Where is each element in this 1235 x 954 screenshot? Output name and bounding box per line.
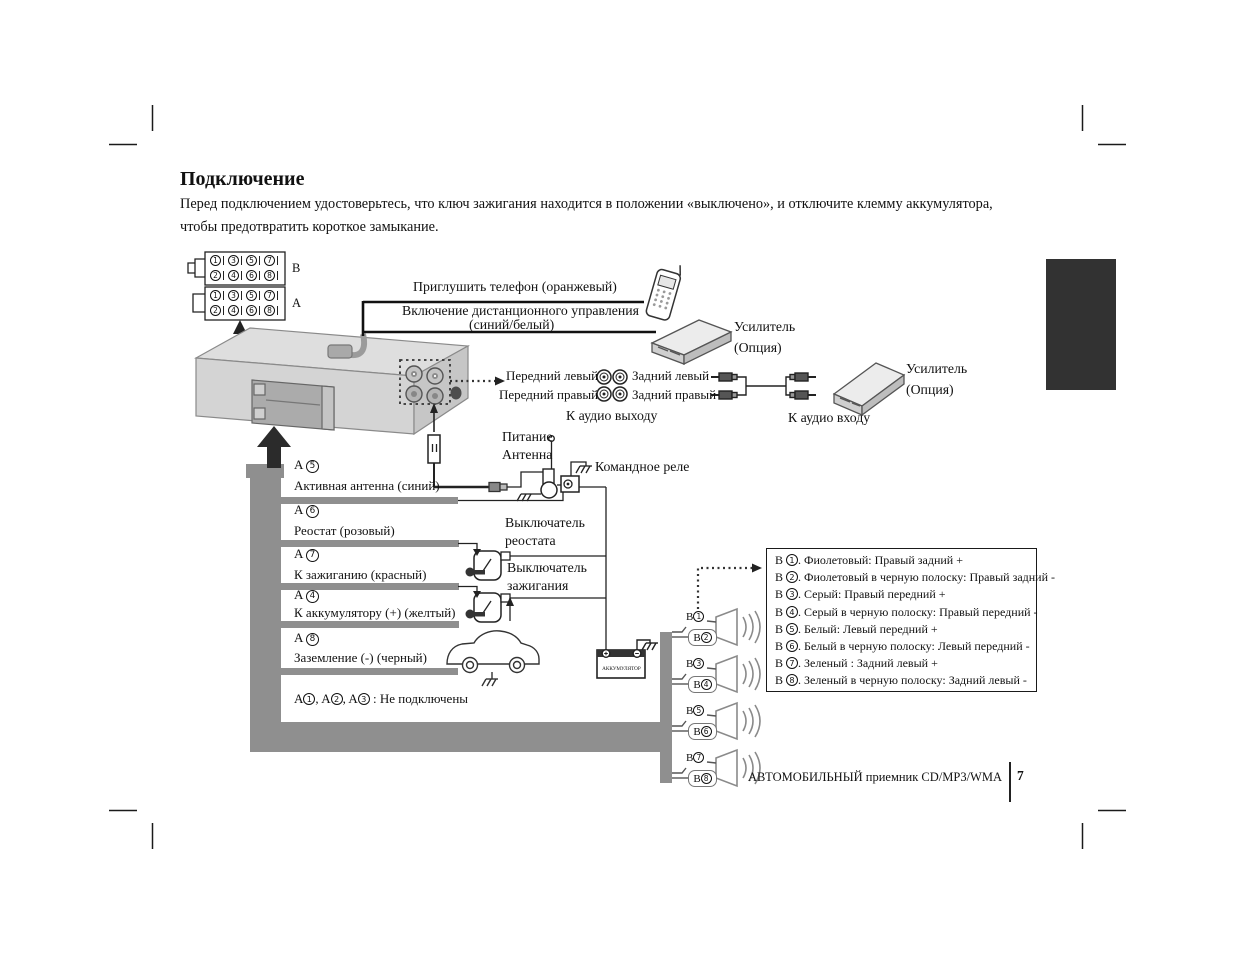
circled-number-5: 5 bbox=[693, 705, 704, 716]
pin-contact bbox=[259, 271, 261, 280]
antenna-jack bbox=[451, 387, 462, 400]
remote-on-label: Включение дистанционного управления bbox=[402, 303, 639, 318]
connector-row-a-label: A bbox=[292, 296, 302, 310]
pin-contact bbox=[223, 291, 225, 300]
a-wire-pin-4: A 4 bbox=[294, 588, 319, 603]
intro-line1: Перед подключением удостоверьтесь, что ключ зажигания находится в положении «выключено», и отключите клемму аккумулятора, bbox=[180, 196, 993, 212]
rheostat-switch-label2: реостата bbox=[505, 533, 556, 548]
circled-number-1: 1 bbox=[693, 611, 704, 622]
a-wire-desc-7: К зажиганию (красный) bbox=[294, 567, 427, 582]
amplifier2-icon bbox=[834, 363, 904, 415]
a-wire-pin-6: A 6 bbox=[294, 503, 319, 518]
command-relay-label: Командное реле bbox=[595, 459, 690, 474]
harness-up-arrow bbox=[257, 426, 291, 468]
circled-number-4: 4 bbox=[228, 305, 239, 316]
circled-number-7: 7 bbox=[264, 290, 275, 301]
ignition-switch-label2: зажигания bbox=[507, 578, 569, 593]
pin-contact bbox=[277, 271, 279, 280]
circled-number-5: 5 bbox=[246, 255, 257, 266]
pin-8 bbox=[264, 305, 278, 316]
legend-row-B4: B 4 . Серый в черную полоску: Правый передний - bbox=[775, 604, 1038, 619]
circled-number-1: 1 bbox=[303, 693, 315, 705]
amplifier2-option-label: (Опция) bbox=[906, 382, 954, 397]
pin-4 bbox=[228, 270, 242, 281]
amplifier2-label: Усилитель bbox=[906, 361, 968, 376]
ignition-switch-label1: Выключатель bbox=[507, 560, 587, 575]
pin-8 bbox=[264, 270, 278, 281]
phone-icon bbox=[645, 260, 684, 321]
pin-contact bbox=[241, 256, 243, 265]
car-icon bbox=[447, 631, 539, 686]
pin-3 bbox=[228, 255, 242, 266]
phone-mute-label: Приглушить телефон (оранжевый) bbox=[413, 279, 617, 294]
page-title: Подключение bbox=[180, 168, 305, 190]
speaker-wire-tag-B2: B 2 bbox=[688, 629, 717, 646]
pin-contact bbox=[259, 256, 261, 265]
legend-row-B8: B 8 . Зеленый в черную полоску: Задний левый - bbox=[775, 673, 1027, 688]
a-wire-desc-8: Заземление (-) (черный) bbox=[294, 650, 427, 665]
circled-number-6: 6 bbox=[701, 726, 712, 737]
pin-1 bbox=[210, 290, 224, 301]
front-left-label: Передний левый bbox=[506, 368, 599, 383]
pin-contact bbox=[223, 306, 225, 315]
circled-number-2: 2 bbox=[210, 270, 221, 281]
ground-icon bbox=[482, 679, 498, 686]
remote-on-label2: (синий/белый) bbox=[469, 317, 555, 332]
legend-pointer bbox=[698, 564, 762, 610]
circled-number-6: 6 bbox=[246, 270, 257, 281]
circled-number-4: 4 bbox=[786, 606, 798, 618]
antenna-label: Антенна bbox=[502, 447, 553, 462]
pin-contact bbox=[277, 306, 279, 315]
a-wire-pin-7: A 7 bbox=[294, 547, 319, 562]
circled-number-3: 3 bbox=[693, 658, 704, 669]
head-unit-icon bbox=[196, 328, 468, 434]
connector-pins-a-top bbox=[210, 290, 282, 301]
a-wire-desc-4: К аккумулятору (+) (желтый) bbox=[294, 605, 456, 620]
circled-number-3: 3 bbox=[358, 693, 370, 705]
circled-number-2: 2 bbox=[210, 305, 221, 316]
circled-number-4: 4 bbox=[228, 270, 239, 281]
speaker-wire-tag-B4: B 4 bbox=[688, 676, 717, 693]
pin-2 bbox=[210, 305, 224, 316]
a-wire-desc-6: Реостат (розовый) bbox=[294, 523, 395, 538]
rheostat-switch-label1: Выключатель bbox=[505, 515, 585, 530]
circled-number-7: 7 bbox=[693, 752, 704, 763]
rear-left-label: Задний левый bbox=[632, 368, 710, 383]
not-connected-note: A 1 , A 2 , A 3 : Не подключены bbox=[294, 691, 469, 706]
speaker-wire-label-B7: B 7 bbox=[685, 752, 705, 764]
circled-number-5: 5 bbox=[306, 460, 319, 473]
legend-row-B6: B 6 . Белый в черную полоску: Левый передний - bbox=[775, 639, 1030, 654]
ground-icon bbox=[642, 643, 658, 650]
pin-6 bbox=[246, 270, 260, 281]
circled-number-6: 6 bbox=[246, 305, 257, 316]
speaker-icon bbox=[716, 656, 760, 692]
footer-divider bbox=[1009, 762, 1011, 802]
ground-icon bbox=[576, 466, 592, 473]
pin-contact bbox=[259, 306, 261, 315]
circled-number-1: 1 bbox=[210, 255, 221, 266]
speaker-wire-tag-B6: B 6 bbox=[688, 723, 717, 740]
speaker-wire-legend bbox=[766, 548, 1056, 692]
speaker-wire-tag-B8: B 8 bbox=[688, 770, 717, 787]
pin-contact bbox=[223, 256, 225, 265]
pin-contact bbox=[259, 291, 261, 300]
circled-number-2: 2 bbox=[331, 693, 343, 705]
legend-row-B3: B 3 . Серый: Правый передний + bbox=[775, 587, 946, 602]
circled-number-1: 1 bbox=[786, 554, 798, 566]
circled-number-4: 4 bbox=[306, 590, 319, 603]
pin-7 bbox=[264, 255, 278, 266]
rca-jacks bbox=[597, 370, 627, 401]
rca-cable-icon bbox=[711, 373, 816, 399]
power-label: Питание bbox=[502, 429, 553, 444]
circled-number-8: 8 bbox=[306, 633, 319, 646]
circled-number-2: 2 bbox=[786, 571, 798, 583]
circled-number-8: 8 bbox=[264, 305, 275, 316]
pin-contact bbox=[277, 256, 279, 265]
unit-socket bbox=[252, 380, 334, 430]
circled-number-7: 7 bbox=[264, 255, 275, 266]
pin-contact bbox=[241, 271, 243, 280]
circled-number-2: 2 bbox=[701, 632, 712, 643]
circled-number-6: 6 bbox=[786, 640, 798, 652]
cable-grommet bbox=[328, 345, 352, 358]
pin-1 bbox=[210, 255, 224, 266]
pin-5 bbox=[246, 290, 260, 301]
pin-contact bbox=[241, 306, 243, 315]
circled-number-5: 5 bbox=[786, 623, 798, 635]
amplifier1-option-label: (Опция) bbox=[734, 340, 782, 355]
connector-pins-b-top bbox=[210, 255, 282, 266]
circled-number-8: 8 bbox=[264, 270, 275, 281]
circled-number-3: 3 bbox=[228, 255, 239, 266]
section-tab bbox=[1046, 259, 1116, 390]
connector-pins-a-bottom bbox=[210, 305, 282, 316]
circled-number-8: 8 bbox=[701, 773, 712, 784]
pin-4 bbox=[228, 305, 242, 316]
footer-page-number: 7 bbox=[1017, 768, 1024, 783]
legend-row-B5: B 5 . Белый: Левый передний + bbox=[775, 621, 938, 636]
speaker-icons bbox=[716, 609, 760, 786]
rear-right-label: Задний правый bbox=[632, 387, 717, 402]
circled-number-7: 7 bbox=[306, 549, 319, 562]
pin-contact bbox=[241, 291, 243, 300]
connector-pins-b-bottom bbox=[210, 270, 282, 281]
legend-row-B7: B 7 . Зеленый : Задний левый + bbox=[775, 656, 938, 671]
speaker-wire-label-B5: B 5 bbox=[685, 705, 705, 717]
pin-contact bbox=[223, 271, 225, 280]
a-wire-pin-8: A 8 bbox=[294, 631, 319, 646]
to-audio-input-label: К аудио входу bbox=[788, 410, 871, 425]
circled-number-5: 5 bbox=[246, 290, 257, 301]
a-wire-pin-5: A 5 bbox=[294, 458, 319, 473]
speaker-icon bbox=[716, 703, 760, 739]
circled-number-6: 6 bbox=[306, 505, 319, 518]
pin-6 bbox=[246, 305, 260, 316]
pin-5 bbox=[246, 255, 260, 266]
pin-7 bbox=[264, 290, 278, 301]
legend-row-B1: B 1 . Фиолетовый: Правый задний + bbox=[775, 553, 963, 567]
battery-label: АККУМУЛЯТОР bbox=[602, 666, 641, 672]
a-wire-desc-5: Активная антенна (синий) bbox=[294, 478, 440, 493]
footer-product: АВТОМОБИЛЬНЫЙ приемник CD/MP3/WMA bbox=[747, 770, 1002, 784]
pin-3 bbox=[228, 290, 242, 301]
legend-row-B2: B 2 . Фиолетовый в черную полоску: Правый задний - bbox=[775, 570, 1056, 585]
speaker-wire-label-B3: B 3 bbox=[685, 658, 705, 670]
pin-2 bbox=[210, 270, 224, 281]
circled-number-7: 7 bbox=[786, 657, 798, 669]
speaker-wire-label-B1: B 1 bbox=[685, 611, 705, 623]
circled-number-4: 4 bbox=[701, 679, 712, 690]
circled-number-8: 8 bbox=[786, 674, 798, 686]
to-audio-output-label: К аудио выходу bbox=[566, 408, 658, 423]
connector-row-b-label: B bbox=[292, 261, 301, 275]
circled-number-1: 1 bbox=[210, 290, 221, 301]
intro-line2: чтобы предотвратить короткое замыкание. bbox=[180, 219, 439, 235]
amplifier1-icon bbox=[652, 320, 731, 364]
circled-number-3: 3 bbox=[786, 588, 798, 600]
amplifier1-label: Усилитель bbox=[734, 319, 796, 334]
front-right-label: Передний правый bbox=[499, 387, 599, 402]
pin-contact bbox=[277, 291, 279, 300]
circled-number-3: 3 bbox=[228, 290, 239, 301]
speaker-icon bbox=[716, 609, 760, 645]
